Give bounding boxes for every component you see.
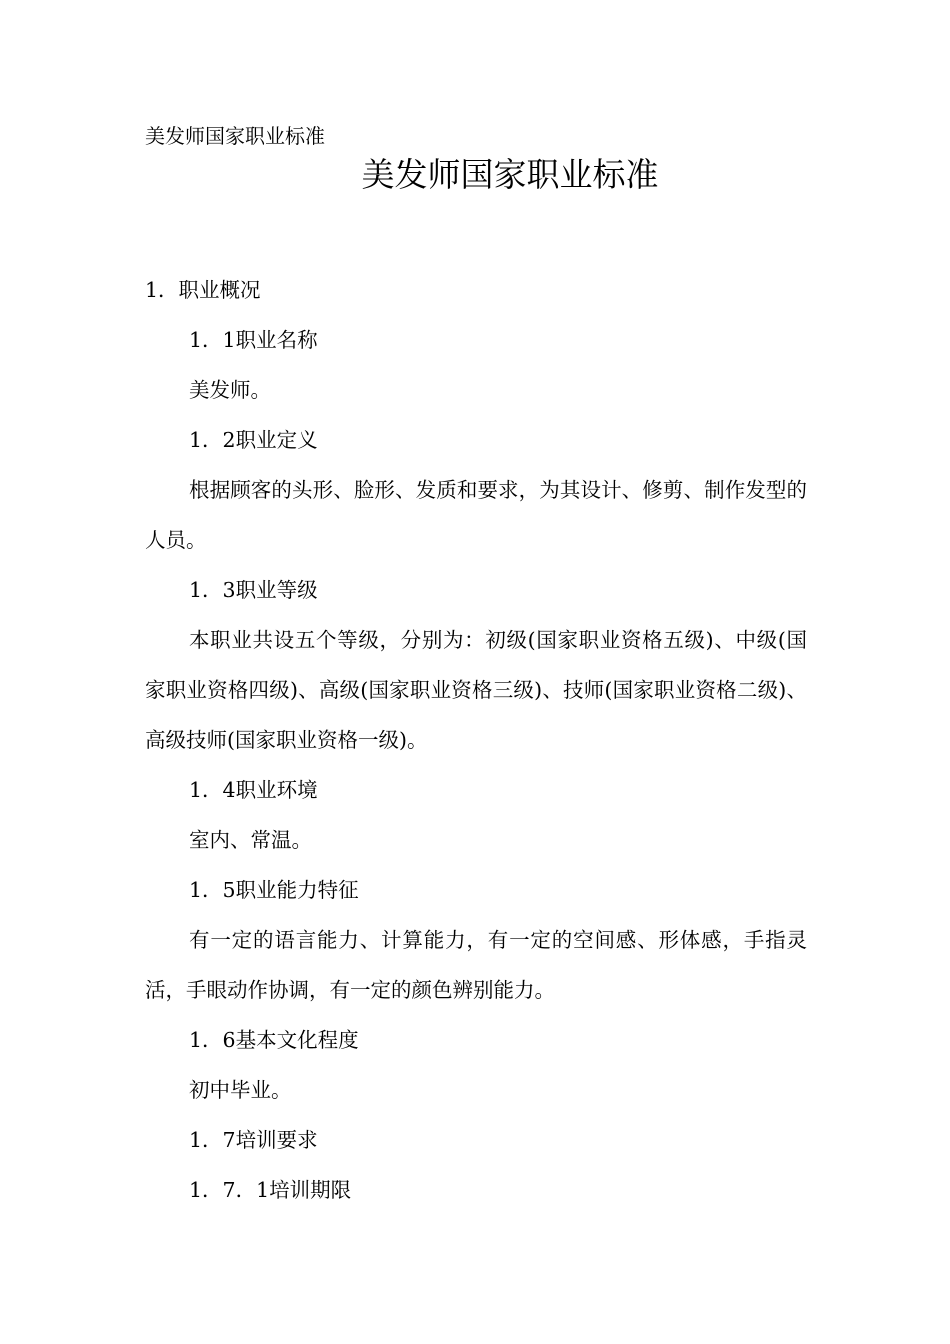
subsection-heading-1-4: 1．4职业环境 (189, 778, 318, 802)
paragraph-occupation-definition: 根据顾客的头形、脸形、发质和要求，为其设计、修剪、制作发型的人员。 (145, 478, 807, 552)
subsection-heading-1-3: 1．3职业等级 (189, 578, 318, 602)
subsection-heading-1-2: 1．2职业定义 (189, 428, 318, 452)
paragraph-education-level: 初中毕业。 (189, 1078, 292, 1102)
subsection-heading-1-1: 1．1职业名称 (189, 328, 318, 352)
subsection-heading-1-5: 1．5职业能力特征 (189, 878, 359, 902)
paragraph-occupation-name: 美发师。 (189, 378, 271, 402)
subsection-heading-1-6: 1．6基本文化程度 (189, 1028, 359, 1052)
running-header: 美发师国家职业标准 (145, 124, 325, 148)
paragraph-work-environment: 室内、常温。 (189, 828, 312, 852)
paragraph-occupation-levels: 本职业共设五个等级，分别为：初级(国家职业资格五级)、中级(国家职业资格四级)、高级(国家职业资格三级)、技师(国家职业资格二级)、高级技师(国家职业资格一级)。 (145, 628, 807, 752)
section-heading-1: 1．职业概况 (145, 278, 261, 302)
subsection-heading-1-7-1: 1．7．1培训期限 (189, 1178, 352, 1202)
document-body (145, 265, 807, 1215)
paragraph-ability-traits: 有一定的语言能力、计算能力，有一定的空间感、形体感，手指灵活，手眼动作协调，有一定的颜色辨别能力。 (145, 928, 807, 1002)
document-title: 美发师国家职业标准 (361, 155, 659, 194)
subsection-heading-1-7: 1．7培训要求 (189, 1128, 318, 1152)
